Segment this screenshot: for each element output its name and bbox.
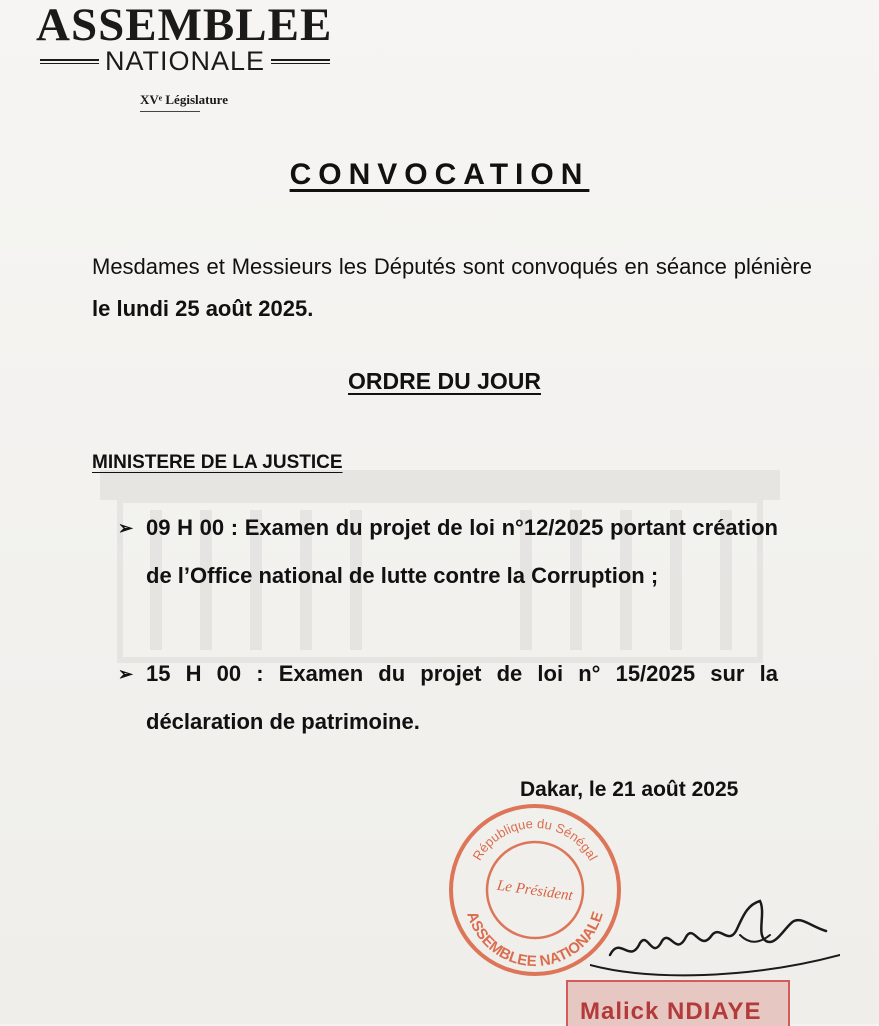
svg-text:République du Sénégal [470, 816, 601, 863]
stamp-top-text: République du Sénégal [469, 815, 601, 863]
logo-subtitle: NATIONALE [104, 46, 266, 76]
logo-subtitle-row [40, 48, 330, 75]
ministry-heading: MINISTERE DE LA JUSTICE [92, 452, 343, 473]
stamp-center-text: Le Président [495, 877, 574, 905]
legislature-label: XVᵉ Législature [140, 92, 228, 107]
intro-text: Mesdames et Messieurs les Députés sont convoqués en séance plénière [92, 254, 812, 279]
legislature-underline [140, 111, 200, 112]
svg-text:ASSEMBLEE NATIONALE [463, 909, 606, 970]
agenda-item [118, 650, 778, 746]
agenda-item-text: 15 H 00 : Examen du projet de loi n° 15/2025 sur la déclaration de patrimoine. [146, 661, 778, 734]
arrow-bullet-icon: ➢ [118, 664, 134, 684]
intro-paragraph [92, 246, 812, 330]
arrow-bullet-icon: ➢ [118, 518, 134, 538]
agenda-item-text: 09 H 00 : Examen du projet de loi n°12/2025 portant création de l’Office national de lutte contre la Corruption ; [146, 515, 778, 588]
signatory-name: Malick NDIAYE [580, 998, 762, 1025]
document-title: CONVOCATION [289, 158, 590, 191]
signatory-box [566, 980, 790, 1026]
stamp-bottom-text: ASSEMBLEE NATIONALE [463, 909, 607, 971]
agenda-title: ORDRE DU JOUR [348, 368, 541, 394]
logo-title: ASSEMBLEE [36, 0, 333, 51]
logo-line-left [40, 59, 99, 64]
agenda-item [118, 504, 778, 600]
logo-line-right [271, 59, 330, 64]
intro-date: le lundi 25 août 2025. [92, 296, 314, 321]
place-date: Dakar, le 21 août 2025 [520, 778, 739, 801]
